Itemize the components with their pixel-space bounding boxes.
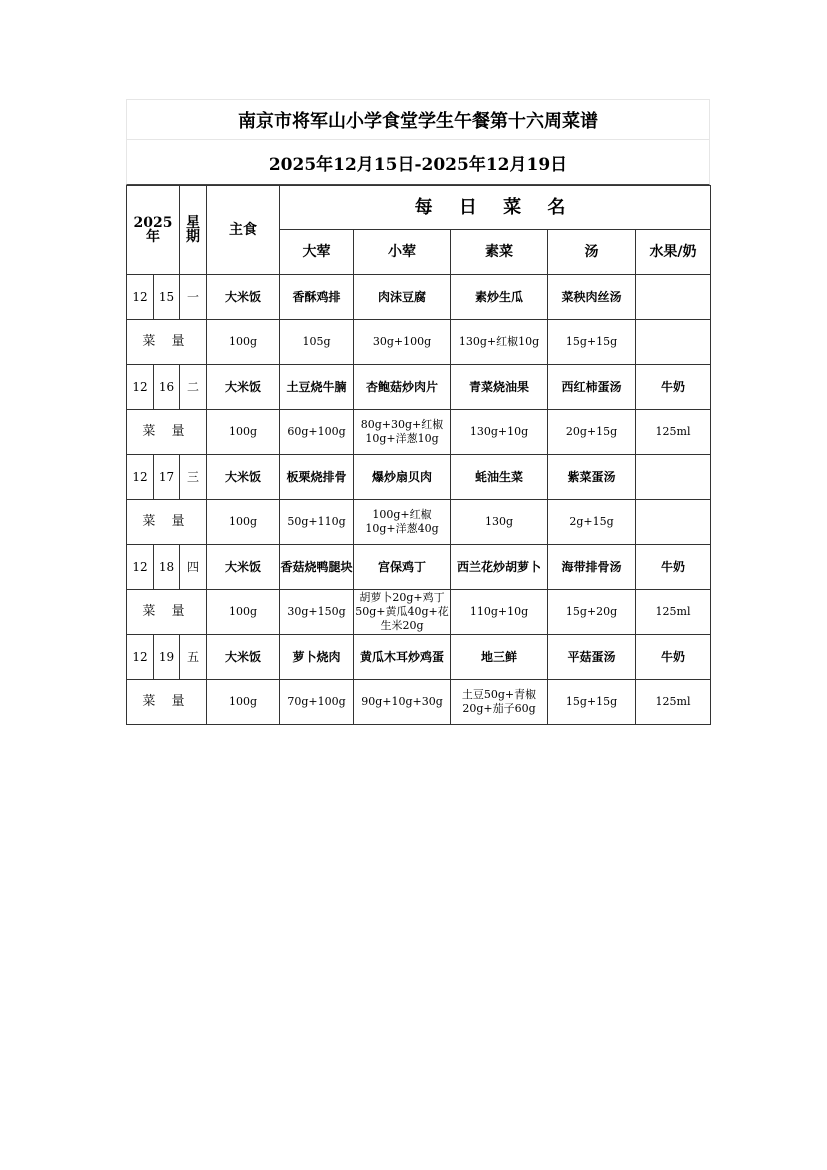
qty-staple: 100g	[207, 680, 280, 725]
qty-staple: 100g	[207, 410, 280, 455]
quantity-label: 菜 量	[127, 500, 207, 545]
qty-staple: 100g	[207, 320, 280, 365]
day-row	[127, 455, 711, 500]
qty-main-meat: 70g+100g	[280, 680, 354, 725]
weekday-cell: 五	[180, 635, 207, 680]
col-header-side-meat: 小荤	[354, 230, 451, 275]
qty-staple: 100g	[207, 500, 280, 545]
dish-soup: 平菇蛋汤	[548, 635, 636, 680]
dish-side-meat: 宫保鸡丁	[354, 545, 451, 590]
qty-vegetable: 130g+10g	[451, 410, 548, 455]
day-row	[127, 365, 711, 410]
month-cell: 12	[127, 365, 154, 410]
dish-soup: 海带排骨汤	[548, 545, 636, 590]
quantity-label: 菜 量	[127, 680, 207, 725]
qty-fruit-milk: 125ml	[636, 410, 711, 455]
dish-side-meat: 肉沫豆腐	[354, 275, 451, 320]
qty-vegetable: 130g	[451, 500, 548, 545]
quantity-label: 菜 量	[127, 320, 207, 365]
col-header-main-meat: 大荤	[280, 230, 354, 275]
dish-vegetable: 青菜烧油果	[451, 365, 548, 410]
dish-fruit-milk: 牛奶	[636, 365, 711, 410]
dish-fruit-milk	[636, 275, 711, 320]
col-header-soup: 汤	[548, 230, 636, 275]
day-cell: 16	[154, 365, 180, 410]
day-cell: 18	[154, 545, 180, 590]
qty-staple: 100g	[207, 590, 280, 635]
daily-menu-header: 每 日 菜 名	[280, 186, 711, 230]
dish-side-meat: 爆炒扇贝肉	[354, 455, 451, 500]
menu-table	[126, 185, 711, 725]
day-cell: 15	[154, 275, 180, 320]
weekday-cell: 一	[180, 275, 207, 320]
month-cell: 12	[127, 275, 154, 320]
dish-main-meat: 香菇烧鸭腿块	[280, 545, 354, 590]
quantity-row	[127, 680, 711, 725]
qty-main-meat: 30g+150g	[280, 590, 354, 635]
day-cell: 19	[154, 635, 180, 680]
dish-fruit-milk: 牛奶	[636, 635, 711, 680]
qty-side-meat: 100g+红椒10g+洋葱40g	[354, 500, 451, 545]
date-range: 2025年12月15日-2025年12月19日	[126, 140, 710, 185]
dish-soup: 紫菜蛋汤	[548, 455, 636, 500]
qty-vegetable: 110g+10g	[451, 590, 548, 635]
staple-cell: 大米饭	[207, 365, 280, 410]
month-cell: 12	[127, 545, 154, 590]
qty-main-meat: 60g+100g	[280, 410, 354, 455]
quantity-row	[127, 500, 711, 545]
month-cell: 12	[127, 455, 154, 500]
qty-fruit-milk	[636, 500, 711, 545]
qty-main-meat: 105g	[280, 320, 354, 365]
quantity-row	[127, 410, 711, 455]
dish-side-meat: 黄瓜木耳炒鸡蛋	[354, 635, 451, 680]
quantity-label: 菜 量	[127, 590, 207, 635]
qty-fruit-milk: 125ml	[636, 590, 711, 635]
qty-soup: 20g+15g	[548, 410, 636, 455]
qty-vegetable: 130g+红椒10g	[451, 320, 548, 365]
qty-fruit-milk: 125ml	[636, 680, 711, 725]
weekday-cell: 三	[180, 455, 207, 500]
dish-fruit-milk: 牛奶	[636, 545, 711, 590]
year-header: 2025年	[127, 186, 180, 275]
qty-side-meat: 80g+30g+红椒10g+洋葱10g	[354, 410, 451, 455]
quantity-row	[127, 590, 711, 635]
col-header-vegetable: 素菜	[451, 230, 548, 275]
day-row	[127, 545, 711, 590]
qty-soup: 15g+20g	[548, 590, 636, 635]
weekday-cell: 二	[180, 365, 207, 410]
qty-soup: 15g+15g	[548, 320, 636, 365]
quantity-row	[127, 320, 711, 365]
staple-cell: 大米饭	[207, 545, 280, 590]
weekday-cell: 四	[180, 545, 207, 590]
qty-vegetable: 土豆50g+青椒20g+茄子60g	[451, 680, 548, 725]
dish-fruit-milk	[636, 455, 711, 500]
dish-main-meat: 板栗烧排骨	[280, 455, 354, 500]
dish-vegetable: 蚝油生菜	[451, 455, 548, 500]
dish-main-meat: 土豆烧牛腩	[280, 365, 354, 410]
quantity-label: 菜 量	[127, 410, 207, 455]
dish-vegetable: 西兰花炒胡萝卜	[451, 545, 548, 590]
qty-soup: 2g+15g	[548, 500, 636, 545]
col-header-fruit-milk: 水果/奶	[636, 230, 711, 275]
staple-header: 主食	[207, 186, 280, 275]
qty-main-meat: 50g+110g	[280, 500, 354, 545]
dish-vegetable: 地三鲜	[451, 635, 548, 680]
staple-cell: 大米饭	[207, 455, 280, 500]
menu-sheet	[126, 99, 710, 725]
page-title: 南京市将军山小学食堂学生午餐第十六周菜谱	[126, 99, 710, 140]
qty-side-meat: 30g+100g	[354, 320, 451, 365]
month-cell: 12	[127, 635, 154, 680]
day-row	[127, 275, 711, 320]
qty-side-meat: 90g+10g+30g	[354, 680, 451, 725]
qty-fruit-milk	[636, 320, 711, 365]
staple-cell: 大米饭	[207, 275, 280, 320]
qty-side-meat: 胡萝卜20g+鸡丁50g+黄瓜40g+花生米20g	[354, 590, 451, 635]
dish-vegetable: 素炒生瓜	[451, 275, 548, 320]
weekday-header: 星期	[180, 186, 207, 275]
staple-cell: 大米饭	[207, 635, 280, 680]
dish-soup: 菜秧肉丝汤	[548, 275, 636, 320]
dish-soup: 西红柿蛋汤	[548, 365, 636, 410]
dish-main-meat: 香酥鸡排	[280, 275, 354, 320]
dish-side-meat: 杏鲍菇炒肉片	[354, 365, 451, 410]
dish-main-meat: 萝卜烧肉	[280, 635, 354, 680]
qty-soup: 15g+15g	[548, 680, 636, 725]
day-cell: 17	[154, 455, 180, 500]
day-row	[127, 635, 711, 680]
